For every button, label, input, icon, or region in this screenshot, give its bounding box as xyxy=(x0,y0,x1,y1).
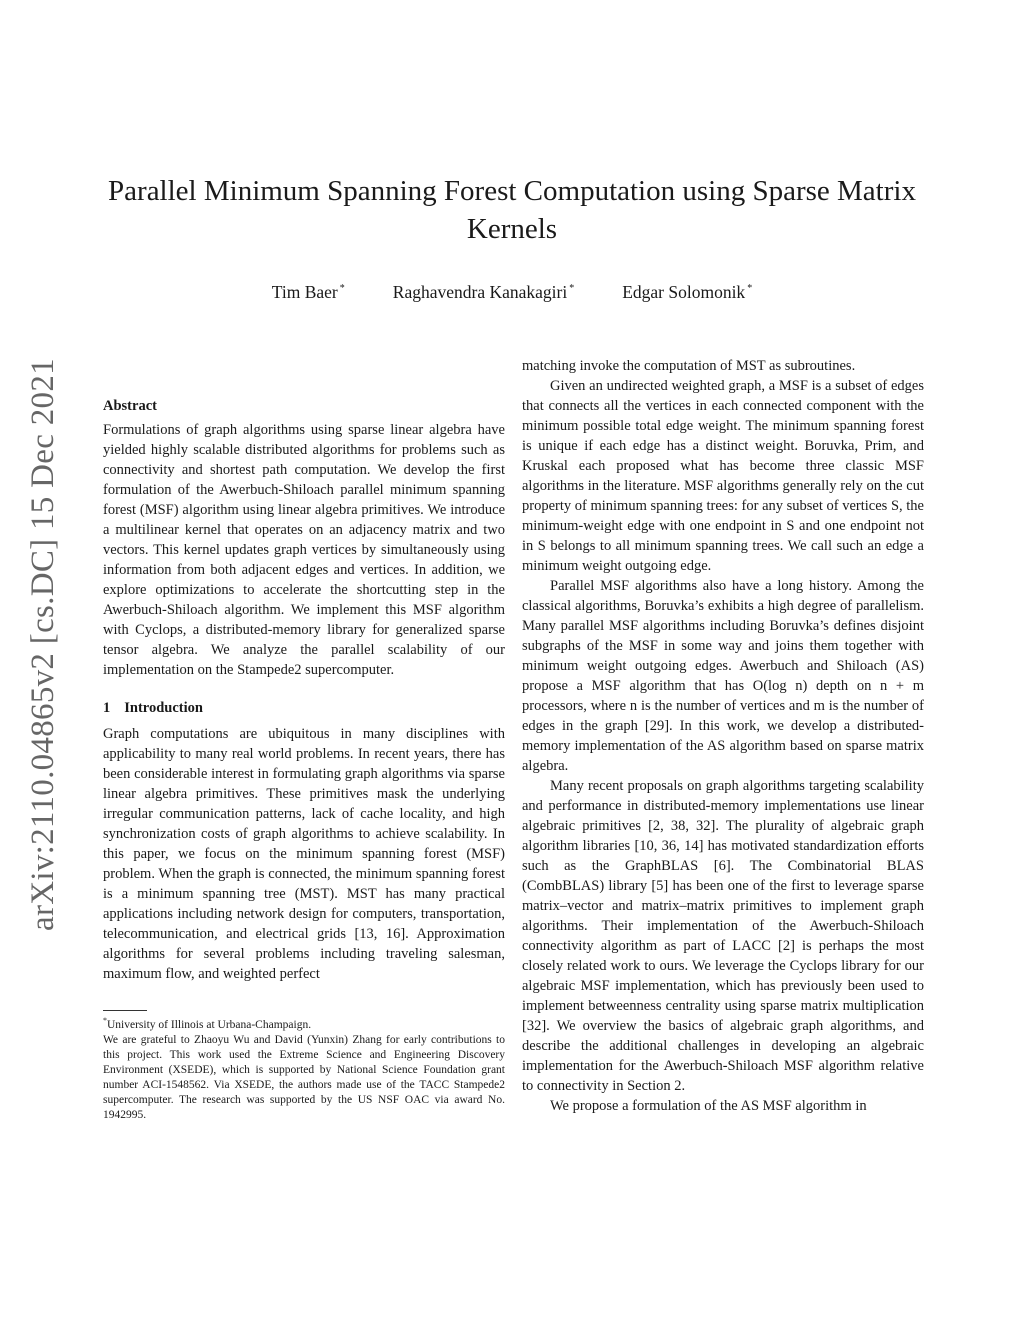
right-paragraph-5: We propose a formulation of the AS MSF algorithm in xyxy=(550,1098,867,1114)
acknowledgement-footnote: We are grateful to Zhaoyu Wu and David (Yunxin) Zhang for early contributions to this project. This work used the Extreme Science and Engineering Discovery Environment (XSEDE), which is supported by National Science Foundation grant number ACI-1548562. Via XSEDE, the authors made use of the TACC Stampede2 supercomputer. The research was supported by the US NSF OAC via award No. 1942995. xyxy=(103,1033,505,1121)
affiliation-text: University of Illinois at Urbana-Champaign. xyxy=(107,1018,312,1031)
affiliation-footnote xyxy=(103,1013,505,1033)
left-column xyxy=(103,396,505,1123)
section-number: 1 xyxy=(103,700,111,716)
abstract-text: Formulations of graph algorithms using sparse linear algebra have yielded highly scalable distributed algorithms for problems such as connectivity and shortest path computation. We develop the first formulation of the Awerbuch-Shiloach parallel minimum spanning forest (MSF) algorithm using linear algebra primitives. We introduce a multilinear kernel that operates on an adjacency matrix and two vectors. This kernel updates graph vertices by simultaneously using information from both adjacent edges and vertices. In addition, we explore optimizations to accelerate the shortcutting step in the Awerbuch-Shiloach algorithm. We implement this MSF algorithm with Cyclops, a distributed-memory library for generalized sparse tensor algebra. We analyze the parallel scalability of our implementation on the Stampede2 supercomputer. xyxy=(103,422,505,678)
right-paragraph-1: matching invoke the computation of MST as subroutines. xyxy=(522,358,856,374)
right-paragraph-4: Many recent proposals on graph algorithms targeting scalability and performance in distributed-memory implementations use linear algebraic primitives [2, 38, 32]. The plurality of algebraic graph algorithm libraries [10, 36, 14] has motivated standardization efforts such as the GraphBLAS [6]. The Combinatorial BLAS (CombBLAS) library [5] has been one of the first to leverage sparse matrix–vector and matrix–matrix primitives to implement graph algorithms. Their implementation of the Awerbuch-Shiloach connectivity algorithm as part of LACC [2] is perhaps the most closely related work to ours. We leverage the Cyclops library for our algebraic MSF implementation, which has previously been used to implement betweenness centrality using sparse matrix multiplication [32]. We overview the basics of algebraic graph algorithms, and describe the additional challenges in developing an algebraic implementation for the Awerbuch-Shiloach MSF algorithm relative to connectivity in Section 2. xyxy=(522,778,924,1094)
author-name: Edgar Solomonik xyxy=(622,282,746,302)
paper-title: Parallel Minimum Spanning Forest Computation using Sparse Matrix Kernels xyxy=(108,175,916,245)
footnote-divider xyxy=(103,1010,147,1011)
section-heading-introduction xyxy=(103,698,505,718)
author-1 xyxy=(272,282,345,303)
section-title: Introduction xyxy=(124,700,203,716)
right-column xyxy=(522,356,924,1116)
abstract-heading: Abstract xyxy=(103,398,157,414)
author-footnote-mark: * xyxy=(339,283,345,295)
footnote-mark: * xyxy=(103,1016,107,1025)
author-name: Tim Baer xyxy=(271,282,338,302)
author-list xyxy=(0,282,1024,303)
arxiv-identifier: arXiv:2110.04865v2 [cs.DC] 15 Dec 2021 xyxy=(25,358,61,932)
right-paragraph-2: Given an undirected weighted graph, a MSF is a subset of edges that connects all the vertices in each connected component with the minimum possible total edge weight. The minimum spanning forest is unique if each edge has a distinct weight. Boruvka, Prim, and Kruskal each proposed what has become three classic MSF algorithms in the literature. MSF algorithms generally rely on the cut property of minimum spanning trees: for any subset of vertices S, the minimum-weight edge with one endpoint in S and one endpoint not in S belongs to all minimum spanning trees. We call such an edge a minimum weight outgoing edge. xyxy=(522,378,924,574)
intro-paragraph-1: Graph computations are ubiquitous in many disciplines with applicability to many real world problems. In recent years, there has been considerable interest in formulating graph algorithms via sparse linear algebra primitives. These primitives mask the underlying irregular communication patterns, lack of cache locality, and high synchronization costs of graph algorithms to achieve scalability. In this paper, we focus on the minimum spanning forest (MSF) problem. When the graph is connected, the minimum spanning forest is a minimum spanning tree (MST). MST has many practical applications including network design for computers, transportation, telecommunication, and electrical grids [13, 16]. Approximation algorithms for several problems including traveling salesman, maximum flow, and weighted perfect xyxy=(103,726,505,982)
author-footnote-mark: * xyxy=(569,283,575,295)
right-paragraph-3: Parallel MSF algorithms also have a long history. Among the classical algorithms, Boruvka’s exhibits a high degree of parallelism. Many parallel MSF algorithms including Boruvka’s defines disjoint subgraphs of the MSF in some way and joins them together with minimum weight outgoing edges. Awerbuch and Shiloach (AS) propose a MSF algorithm that has O(log n) depth on n + m processors, where n is the number of vertices and m is the number of edges in the graph [29]. In this work, we develop a distributed-memory implementation of the AS algorithm based on sparse matrix algebra. xyxy=(522,578,924,774)
author-name: Raghavendra Kanakagiri xyxy=(392,282,568,302)
author-3 xyxy=(622,282,752,303)
author-2 xyxy=(393,282,574,303)
author-footnote-mark: * xyxy=(747,283,753,295)
